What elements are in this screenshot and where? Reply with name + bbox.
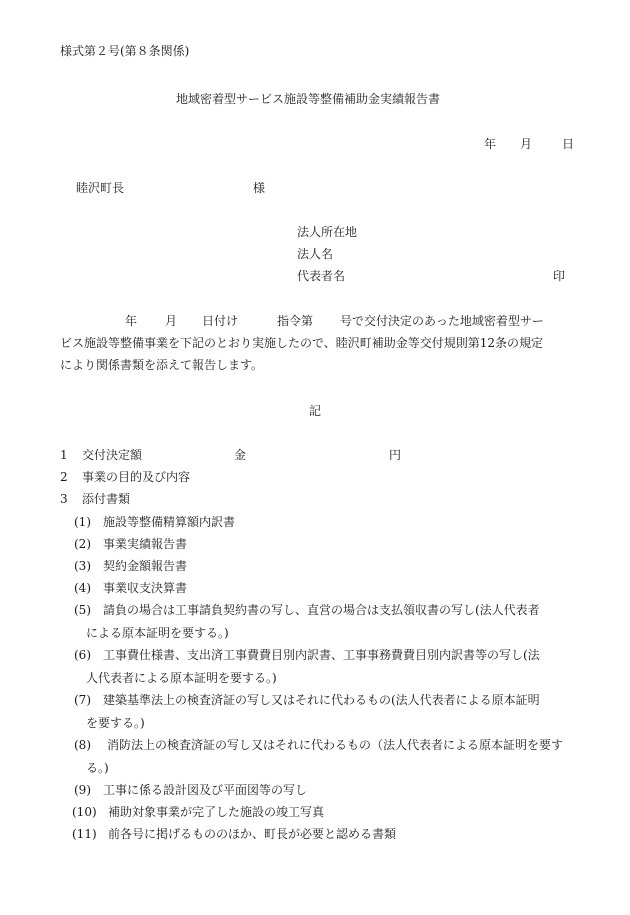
section-1-number: 1	[60, 448, 68, 462]
attachment-9-number: (9)	[74, 783, 91, 797]
attachment-1-text: 施設等整備精算額内訳書	[103, 515, 236, 529]
attachment-3-number: (3)	[74, 559, 91, 573]
attachment-4-text: 事業収支決算書	[103, 581, 188, 595]
attachment-6-number: (6)	[74, 648, 91, 662]
ki-heading: 記	[309, 404, 322, 418]
section-3-number: 3	[60, 492, 68, 506]
attachment-10-text: 補助対象事業が完了した施設の竣工写真	[108, 805, 325, 819]
attachment-8-line-2: る。)	[86, 761, 109, 775]
document-title: 地域密着型サービス施設等整備補助金実績報告書	[176, 92, 441, 106]
section-2-label: 事業の目的及び内容	[82, 470, 191, 484]
applicant-rep-label: 代表者名	[297, 269, 346, 283]
attachment-11-text: 前各号に掲げるもののほか、町長が必要と認める書類	[108, 827, 397, 841]
seal-mark: 印	[553, 269, 566, 283]
attachment-7-line-1: 建築基準法上の検査済証の写し又はそれに代わるもの(法人代表者による原本証明	[103, 693, 540, 707]
attachment-8-number: (8)	[74, 738, 91, 752]
attachment-2-text: 事業実績報告書	[103, 537, 188, 551]
section-1-kin: 金	[234, 448, 247, 462]
body-month: 月	[165, 314, 178, 328]
date-year: 年	[484, 137, 497, 151]
attachment-6-line-2: 人代表者による原本証明を要する。)	[86, 671, 277, 685]
body-number: 号で交付決定のあった地域密着型サー	[340, 314, 544, 328]
attachment-7-number: (7)	[74, 693, 91, 707]
attachment-1-number: (1)	[74, 515, 91, 529]
attachment-5-line-1: 請負の場合は工事請負契約書の写し、直営の場合は支払領収書の写し(法人代表者	[103, 603, 540, 617]
attachment-5-number: (5)	[74, 603, 91, 617]
body-directive: 指令第	[277, 314, 314, 328]
body-line-2: ビス施設等整備事業を下記のとおり実施したので、睦沢町補助金等交付規則第12条の規定	[60, 336, 544, 350]
section-1-en: 円	[389, 448, 402, 462]
section-3-label: 添付書類	[82, 492, 131, 506]
body-year: 年	[125, 314, 138, 328]
form-number: 様式第２号(第８条関係)	[60, 44, 190, 58]
section-2-number: 2	[60, 470, 68, 484]
attachment-7-line-2: を要する。)	[86, 716, 145, 730]
attachment-8-line-1: 消防法上の検査済証の写し又はそれに代わるもの（法人代表者による原本証明を要す	[107, 738, 564, 752]
attachment-10-number: (10)	[72, 805, 97, 819]
attachment-2-number: (2)	[74, 537, 91, 551]
addressee-honorific: 様	[253, 181, 266, 195]
applicant-address-label: 法人所在地	[297, 225, 358, 239]
date-day: 日	[562, 137, 575, 151]
body-line-3: により関係書類を添えて報告します。	[60, 358, 264, 372]
attachment-4-number: (4)	[74, 581, 91, 595]
section-1-label: 交付決定額	[82, 448, 143, 462]
attachment-3-text: 契約金額報告書	[103, 559, 188, 573]
attachment-5-line-2: による原本証明を要する。)	[86, 626, 229, 640]
applicant-name-label: 法人名	[297, 247, 334, 261]
addressee-name: 睦沢町長	[76, 181, 125, 195]
date-month: 月	[520, 137, 533, 151]
attachment-11-number: (11)	[72, 827, 97, 841]
body-day: 日付け	[202, 314, 239, 328]
attachment-9-text: 工事に係る設計図及び平面図等の写し	[103, 783, 308, 797]
attachment-6-line-1: 工事費仕様書、支出済工事費費目別内訳書、工事事務費費目別内訳書等の写し(法	[103, 648, 540, 662]
